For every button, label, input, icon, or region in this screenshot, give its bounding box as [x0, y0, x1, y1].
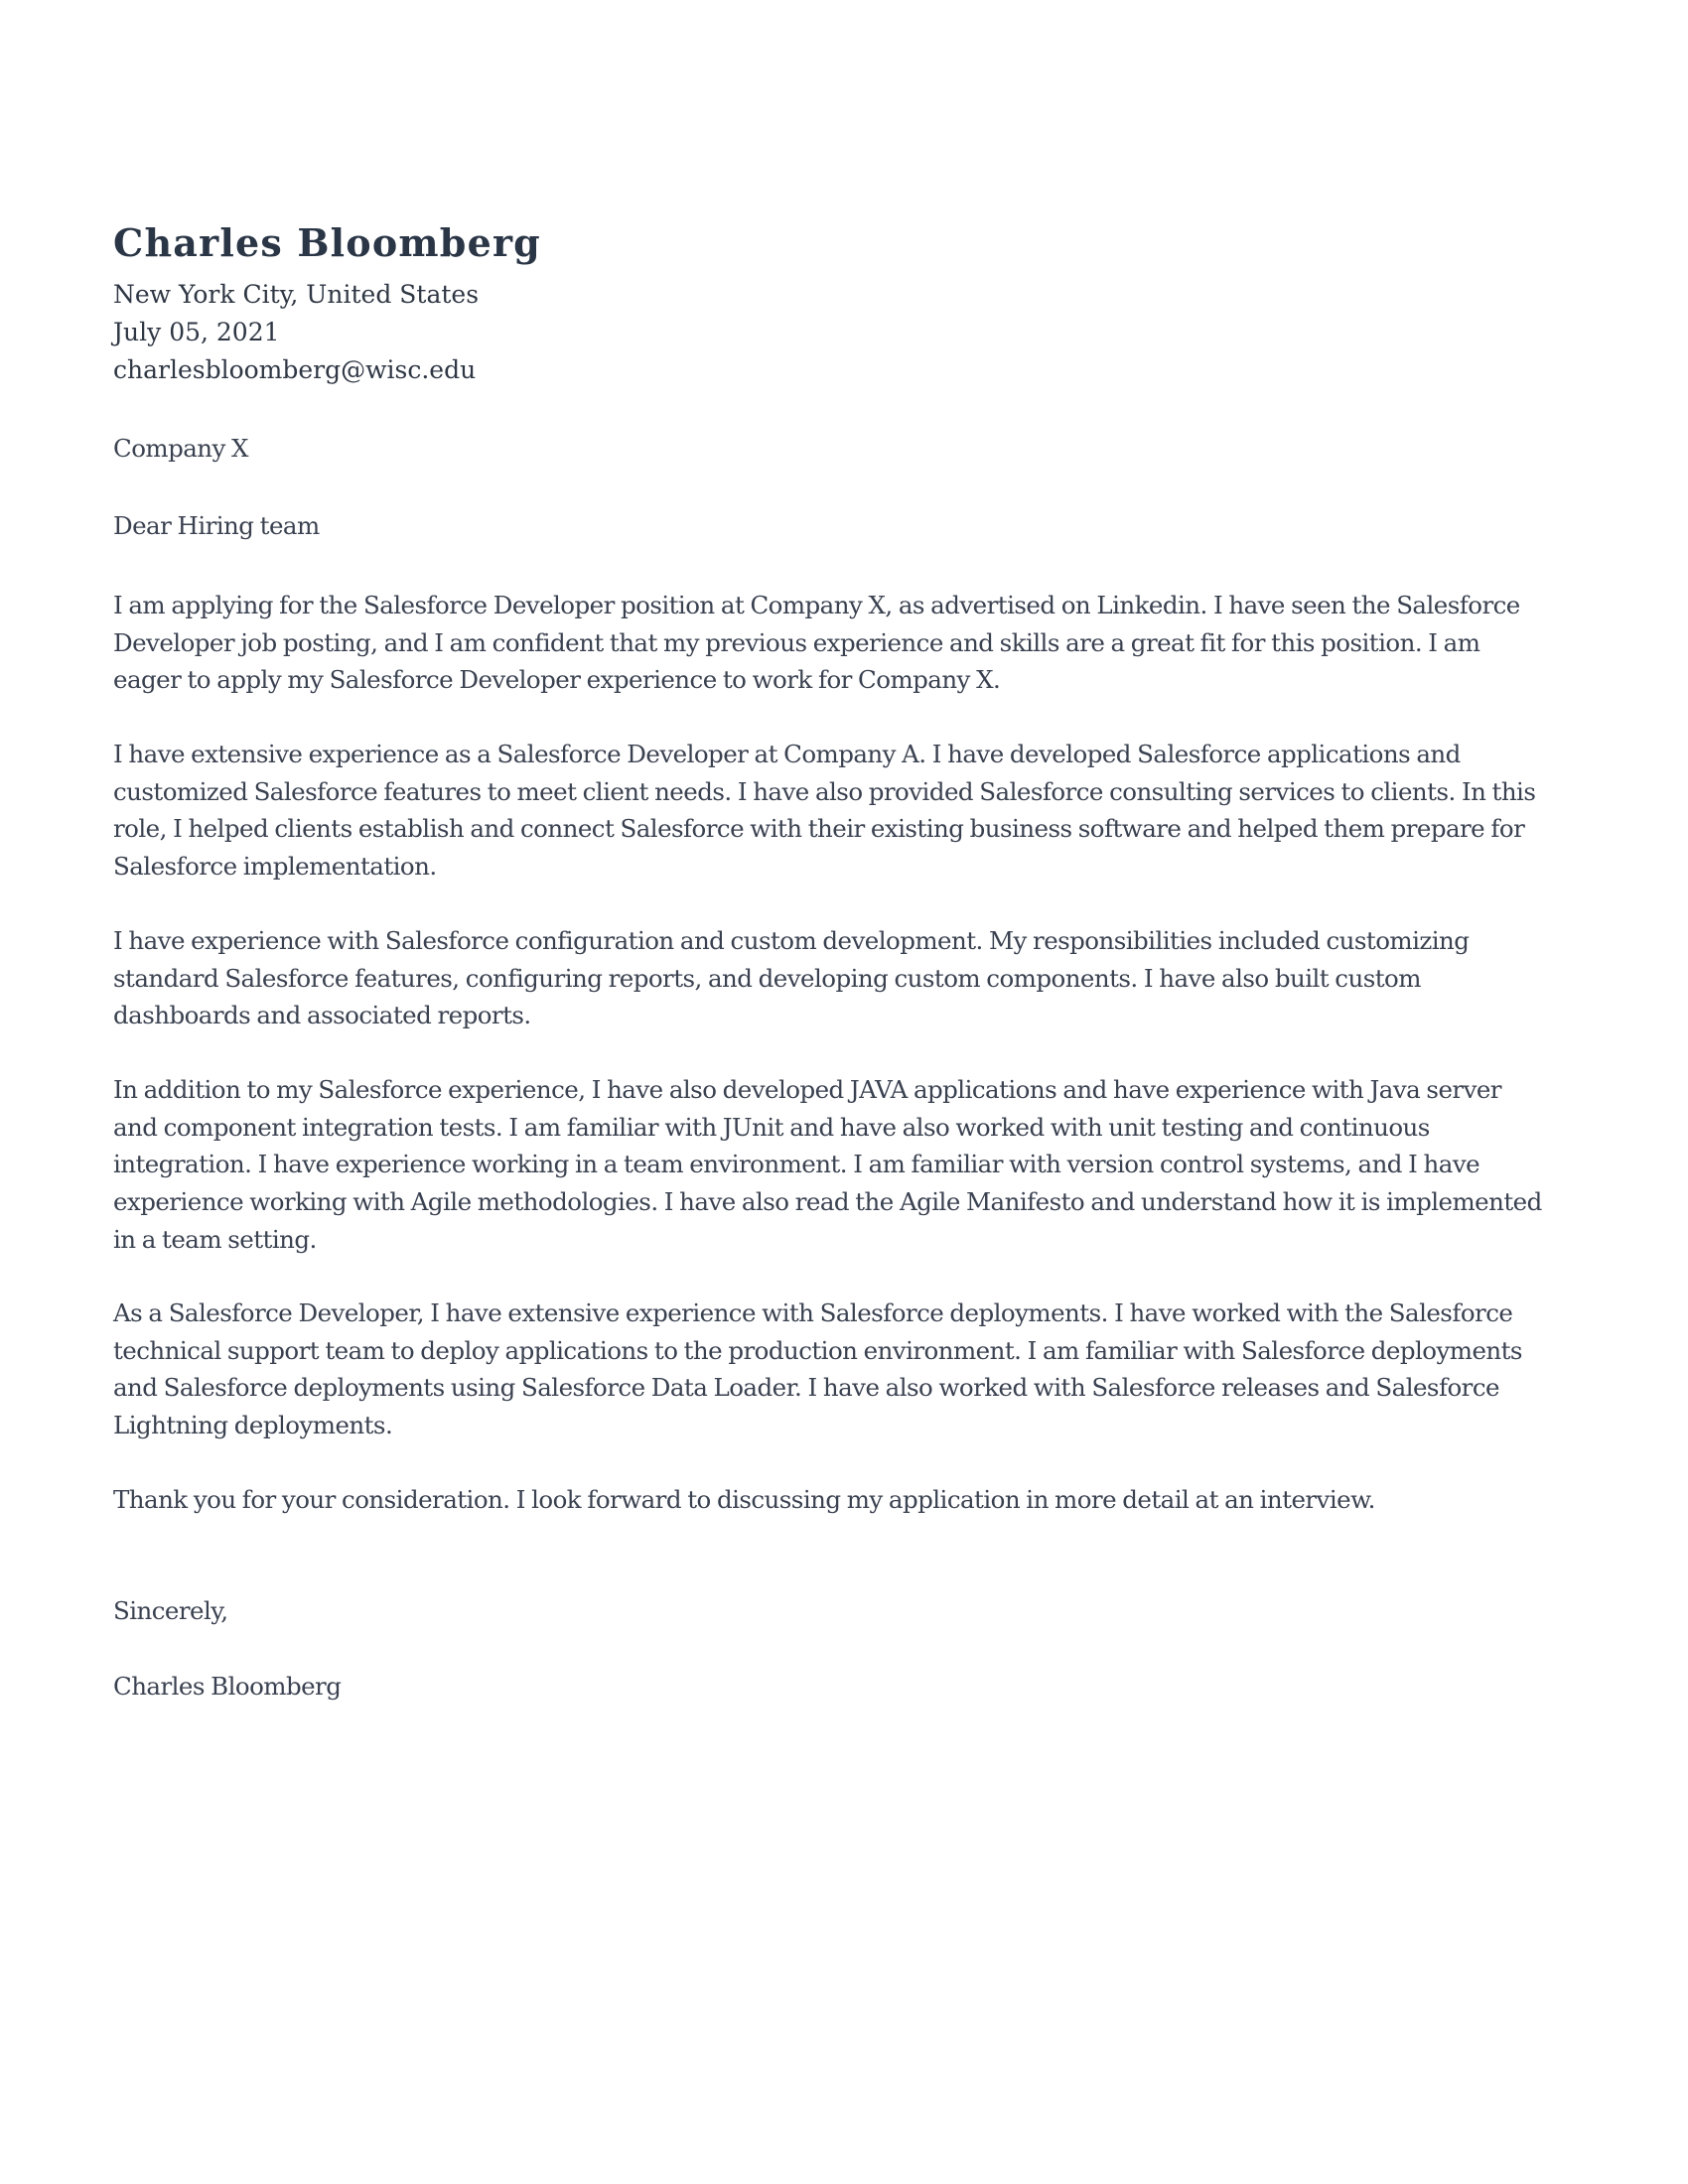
body-paragraph-5	[113, 1295, 1603, 1444]
salutation: Dear Hiring team	[113, 511, 320, 540]
paragraph-line: and component integration tests. I am familiar with JUnit and have also worked with unit testing and continuous	[113, 1112, 1430, 1142]
paragraph-line: technical support team to deploy applications to the production environment. I am familiar with Salesforce deployments	[113, 1335, 1522, 1365]
paragraph-line: and Salesforce deployments using Salesforce Data Loader. I have also worked with Salesforce releases and Salesforce	[113, 1373, 1499, 1403]
sender-name-heading: Charles Bloomberg	[113, 220, 541, 265]
body-paragraph-2	[113, 736, 1603, 886]
paragraph-line: customized Salesforce features to meet client needs. I have also provided Salesforce consulting services to clients. In this	[113, 776, 1536, 806]
body-paragraph-4	[113, 1071, 1603, 1258]
closing-paragraph: Thank you for your consideration. I look forward to discussing my application in more detail at an interview.	[113, 1485, 1375, 1514]
paragraph-line: standard Salesforce features, configuring reports, and developing custom components. I have also built custom	[113, 963, 1421, 993]
paragraph-line: dashboards and associated reports.	[113, 1001, 531, 1030]
paragraph-line: experience working with Agile methodologies. I have also read the Agile Manifesto and understand how it is implemented	[113, 1187, 1542, 1217]
paragraph-line: role, I helped clients establish and connect Salesforce with their existing business software and helped them prepare for	[113, 814, 1525, 844]
paragraph-line: In addition to my Salesforce experience, I have also developed JAVA applications and have experience with Java server	[113, 1075, 1501, 1104]
paragraph-line: Salesforce implementation.	[113, 852, 437, 882]
paragraph-line: I have experience with Salesforce configuration and custom development. My responsibilities included customizing	[113, 926, 1470, 955]
signoff: Sincerely,	[113, 1596, 228, 1625]
body-paragraph-1	[113, 587, 1603, 699]
paragraph-line: I am applying for the Salesforce Developer position at Company X, as advertised on Linkedin. I have seen the Salesforce	[113, 591, 1520, 619]
recipient-company: Company X	[113, 434, 248, 463]
paragraph-line: As a Salesforce Developer, I have extensive experience with Salesforce deployments. I have worked with the Salesforce	[113, 1298, 1513, 1327]
body-paragraph-3	[113, 922, 1603, 1034]
paragraph-line: integration. I have experience working in a team environment. I am familiar with version control systems, and I have	[113, 1150, 1480, 1179]
paragraph-line: eager to apply my Salesforce Developer experience to work for Company X.	[113, 665, 1001, 695]
paragraph-line: I have extensive experience as a Salesforce Developer at Company A. I have developed Salesforce applications and	[113, 740, 1461, 768]
sender-location: New York City, United States	[113, 280, 480, 309]
sender-email: charlesbloomberg@wisc.edu	[113, 355, 477, 384]
signature-name: Charles Bloomberg	[113, 1672, 342, 1701]
paragraph-line: Developer job posting, and I am confident that my previous experience and skills are a great fit for this position. I am	[113, 627, 1480, 657]
paragraph-line: in a team setting.	[113, 1224, 317, 1254]
letter-date: July 05, 2021	[113, 318, 280, 346]
paragraph-line: Lightning deployments.	[113, 1411, 393, 1440]
